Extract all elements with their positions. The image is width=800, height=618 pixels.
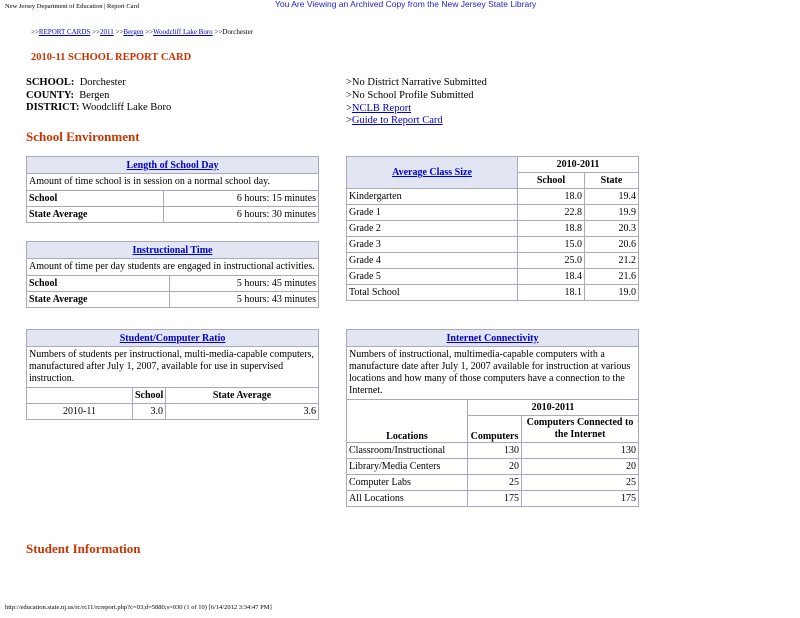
breadcrumb [31,28,253,36]
grade-label: Grade 5 [347,269,518,285]
school-value: Dorchester [79,77,126,88]
row-label: 2010-11 [27,404,133,420]
class-size-table [346,156,639,301]
breadcrumb-current: Dorchester [222,28,254,36]
breadcrumb-sep: >> [92,28,100,36]
instructional-time-desc: Amount of time per day students are engaged in instructional activities. [27,259,319,276]
state-value: 19.0 [585,285,639,301]
report-title: 2010-11 SCHOOL REPORT CARD [31,52,192,63]
breadcrumb-bergen[interactable]: Bergen [123,28,144,36]
table-row [347,253,639,269]
table-row [347,475,639,491]
connected-value: 20 [522,459,639,475]
computers-value: 25 [468,475,522,491]
col-connected: Computers Connected to the Internet [522,416,639,443]
district-label: DISTRICT: [26,102,80,113]
table-row [347,443,639,459]
length-of-day-desc: Amount of time school is in session on a normal school day. [27,174,319,191]
connected-value: 25 [522,475,639,491]
district-value: Woodcliff Lake Boro [81,102,172,113]
computers-value: 130 [468,443,522,459]
school-value: 18.8 [518,221,585,237]
breadcrumb-2011[interactable]: 2011 [99,28,114,36]
table-row [347,237,639,253]
computers-value: 175 [468,491,522,507]
connected-value: 175 [522,491,639,507]
grade-label: Grade 3 [347,237,518,253]
internet-desc: Numbers of instructional, multimedia-capable computers with a manufacture date after July 1, 2007 available for instruction at various locations and how many of those computers have a connection to the Internet. [347,347,639,400]
instructional-time-link[interactable]: Instructional Time [132,244,213,256]
table-row [27,191,319,207]
state-value: 21.2 [585,253,639,269]
row-value: 6 hours: 15 minutes [164,191,319,207]
nclb-report-link[interactable]: NCLB Report [351,102,412,114]
breadcrumb-report-cards[interactable]: REPORT CARDS [38,28,91,36]
state-value: 19.9 [585,205,639,221]
school-value: 15.0 [518,237,585,253]
breadcrumb-sep: >> [214,28,223,36]
state-value: 21.6 [585,269,639,285]
table-row [347,491,639,507]
grade-label: Total School [347,285,518,301]
row-value: 5 hours: 43 minutes [170,292,319,308]
table-row [347,459,639,475]
table-row [347,205,639,221]
computers-value: 20 [468,459,522,475]
location-label: Computer Labs [347,475,468,491]
col-locations: Locations [347,400,468,443]
table-row [27,404,319,420]
link-prefix: > [346,102,352,114]
col-school: School [518,173,585,189]
length-of-day-link[interactable]: Length of School Day [126,159,219,171]
length-of-day-table [26,156,319,223]
instructional-time-header [27,242,319,259]
section-student-information: Student Information [26,541,141,556]
row-label: State Average [27,207,164,223]
row-label: School [27,191,164,207]
col-school: School [133,388,166,404]
section-school-environment: School Environment [26,129,140,144]
row-value: 5 hours: 45 minutes [170,276,319,292]
location-label: All Locations [347,491,468,507]
grade-label: Grade 4 [347,253,518,269]
school-value: 18.4 [518,269,585,285]
profile-note: >No School Profile Submitted [346,89,474,101]
connected-value: 130 [522,443,639,459]
county-value: Bergen [79,89,110,101]
grade-label: Kindergarten [347,189,518,205]
grade-label: Grade 2 [347,221,518,237]
state-value: 19.4 [585,189,639,205]
side-links [346,77,487,128]
student-computer-link[interactable]: Student/Computer Ratio [119,332,226,344]
page-footer-url: http://education.state.nj.us/rc/rc11/rcreport.php?c=03;d=5880;s=030 (1 of 10) [6/14/2012 3:34:47 PM] [5,604,272,611]
school-value: 25.0 [518,253,585,269]
page-header-text: New Jersey Department of Education | Report Card [5,3,139,10]
internet-year: 2010-2011 [468,400,639,416]
col-computers: Computers [468,416,522,443]
breadcrumb-sep: >> [31,28,39,36]
state-value: 3.6 [166,404,319,420]
internet-table [346,329,639,507]
col-state-average: State Average [166,388,319,404]
student-computer-table [26,329,319,420]
school-value: 18.0 [518,189,585,205]
grade-label: Grade 1 [347,205,518,221]
row-value: 6 hours: 30 minutes [164,207,319,223]
county-label: COUNTY: [26,89,75,101]
col-state: State [585,173,639,189]
table-row [347,269,639,285]
school-value: 22.8 [518,205,585,221]
state-value: 20.6 [585,237,639,253]
class-size-header [347,157,518,189]
class-size-link[interactable]: Average Class Size [392,167,472,178]
internet-link[interactable]: Internet Connectivity [446,332,539,344]
location-label: Classroom/Instructional [347,443,468,459]
row-label: School [27,276,170,292]
school-label: SCHOOL: [26,77,75,88]
school-value: 3.0 [133,404,166,420]
guide-link[interactable]: Guide to Report Card [351,115,443,127]
table-row [27,207,319,223]
breadcrumb-sep: >> [145,28,154,36]
class-size-year: 2010-2011 [518,157,639,173]
table-row [347,285,639,301]
breadcrumb-woodcliff[interactable]: Woodcliff Lake Boro [153,28,213,36]
internet-header [347,330,639,347]
school-value: 18.1 [518,285,585,301]
instructional-time-table [26,241,319,308]
table-row [27,292,319,308]
student-computer-desc: Numbers of students per instructional, multi-media-capable computers, manufactured after July 1, 2007, available for use in supervised instruction. [27,347,319,388]
table-row [347,189,639,205]
location-label: Library/Media Centers [347,459,468,475]
breadcrumb-sep: >> [115,28,124,36]
narrative-note: >No District Narrative Submitted [346,77,487,88]
state-value: 20.3 [585,221,639,237]
archive-notice: You Are Viewing an Archived Copy from the New Jersey State Library [275,0,537,9]
table-row [347,221,639,237]
link-prefix: > [346,115,352,127]
length-of-day-header [27,157,319,174]
student-computer-header [27,330,319,347]
table-row [27,276,319,292]
school-info [26,77,171,115]
row-label: State Average [27,292,170,308]
blank-cell [27,388,133,404]
